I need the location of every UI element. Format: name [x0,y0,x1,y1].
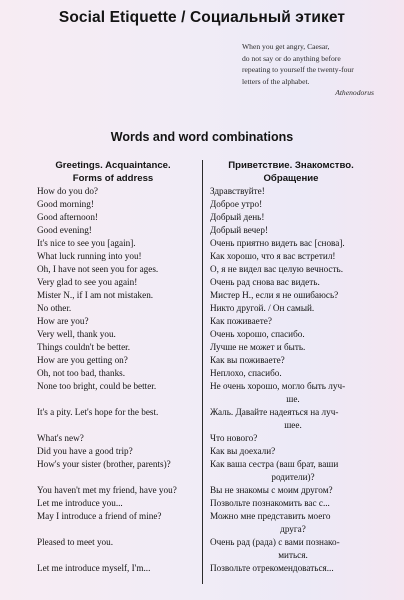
russian-phrase [210,458,376,484]
russian-phrase-line: Что нового? [210,433,258,443]
russian-phrase [210,484,376,497]
russian-phrase [210,224,376,237]
russian-phrase [210,211,376,224]
english-phrase: No other. [37,303,72,313]
russian-phrase [210,276,376,289]
russian-phrase [210,302,376,315]
english-phrase: Good evening! [37,225,92,235]
english-phrase: None too bright, could be better. [37,381,157,391]
russian-phrase [210,198,376,211]
russian-phrase-continuation: миться. [278,550,308,561]
russian-phrase-line: Очень приятно видеть вас [снова]. [210,238,345,248]
english-phrase: How are you? [37,316,89,326]
russian-phrase-line: Очень рад (рада) с вами познако- [210,537,340,547]
page-title: Social Etiquette / Социальный этикет [58,9,346,26]
russian-phrase-continuation: родители)? [271,472,315,483]
english-phrase: What's new? [37,433,84,443]
english-phrase: Let me introduce myself, I'm... [37,563,151,573]
russian-phrase-line: Очень рад снова вас видеть. [210,277,320,287]
russian-phrase-line: Как вы доехали? [210,446,276,456]
russian-phrase-line: Лучше не может и быть. [210,342,306,352]
russian-phrase [210,367,376,380]
russian-phrase-line: Доброе утро! [210,199,263,209]
russian-phrase-continuation: ше. [286,394,300,405]
english-phrase: Things couldn't be better. [37,342,131,352]
russian-phrase-line: Можно мне представить моего [210,511,331,521]
russian-phrase-line: Очень хорошо, спасибо. [210,329,305,339]
english-phrase: Oh, I have not seen you for ages. [37,264,159,274]
english-phrase: Mister N., if I am not mistaken. [37,290,154,300]
english-phrase: It's nice to see you [again]. [37,238,136,248]
russian-phrase [210,536,376,562]
russian-phrase-line: Позвольте отрекомендоваться... [210,563,334,573]
english-phrase: Pleased to meet you. [37,537,114,547]
left-column-header [38,159,188,185]
english-phrase: How's your sister (brother, parents)? [37,459,171,469]
epigraph-line: repeating to yourself the twenty-four [242,65,354,75]
russian-phrase-line: Мистер Н., если я не ошибаюсь? [210,290,339,300]
russian-phrase [210,263,376,276]
russian-phrase [210,432,376,445]
russian-phrase [210,289,376,302]
left-header-line: Forms of address [72,173,154,184]
russian-phrase [210,250,376,263]
english-phrase: Very glad to see you again! [37,277,138,287]
right-column-header [206,159,376,185]
russian-phrase-line: Добрый вечер! [210,225,269,235]
russian-phrase-continuation: шее. [284,420,302,431]
russian-phrase-line: Как поживаете? [210,316,272,326]
russian-phrase-continuation: друга? [280,524,306,535]
russian-phrase [210,328,376,341]
russian-phrase [210,341,376,354]
russian-phrase-line: Позвольте познакомить вас с... [210,498,330,508]
right-header-line: Обращение [263,173,319,184]
english-phrase: You haven't met my friend, have you? [37,485,177,495]
russian-phrase [210,445,376,458]
russian-phrase [210,497,376,510]
epigraph-line: do not say or do anything before [242,53,341,63]
english-phrase: Good afternoon! [37,212,98,222]
russian-phrase-line: Здравствуйте! [210,186,265,196]
english-phrase: Did you have a good trip? [37,446,133,456]
russian-phrase-line: Никто другой. / Он самый. [210,303,315,313]
russian-phrase-line: Добрый день! [210,212,265,222]
epigraph [242,41,374,99]
left-header-line: Greetings. Acquaintance. [55,160,171,171]
russian-phrase [210,185,376,198]
russian-phrase [210,406,376,432]
russian-phrase-line: Не очень хорошо, могло быть луч- [210,381,346,391]
english-phrase: Let me introduce you... [37,498,123,508]
column-divider [202,160,203,584]
russian-phrase [210,354,376,367]
russian-phrase-line: Как хорошо, что я вас встретил! [210,251,336,261]
russian-phrase [210,510,376,536]
russian-phrase-line: Неплохо, спасибо. [210,368,282,378]
english-phrase: How are you getting on? [37,355,128,365]
epigraph-line: When you get angry, Caesar, [242,42,330,51]
epigraph-line: letters of the alphabet. [242,76,310,86]
english-phrase: It's a pity. Let's hope for the best. [37,407,159,417]
english-phrase: What luck running into you! [37,251,142,261]
russian-phrase-line: Как ваша сестра (ваш брат, ваши [210,459,339,469]
right-header-line: Приветствие. Знакомство. [228,160,354,171]
english-phrase: May I introduce a friend of mine? [37,511,162,521]
russian-phrase-line: Как вы поживаете? [210,355,285,365]
russian-phrase-line: Вы не знакомы с моим другом? [210,485,333,495]
section-title: Words and word combinations [110,130,294,144]
russian-phrase [210,237,376,250]
english-phrase: Good morning! [37,199,94,209]
english-phrase: Very well, thank you. [37,329,116,339]
epigraph-author: Athenodorus [335,88,374,98]
russian-phrase-line: Жаль. Давайте надеяться на луч- [210,407,339,417]
russian-phrase-line: О, я не видел вас целую вечность. [210,264,344,274]
russian-phrase [210,380,376,406]
english-phrase: Oh, not too bad, thanks. [37,368,126,378]
russian-phrase [210,315,376,328]
english-phrase: How do you do? [37,186,98,196]
russian-phrase [210,562,376,575]
